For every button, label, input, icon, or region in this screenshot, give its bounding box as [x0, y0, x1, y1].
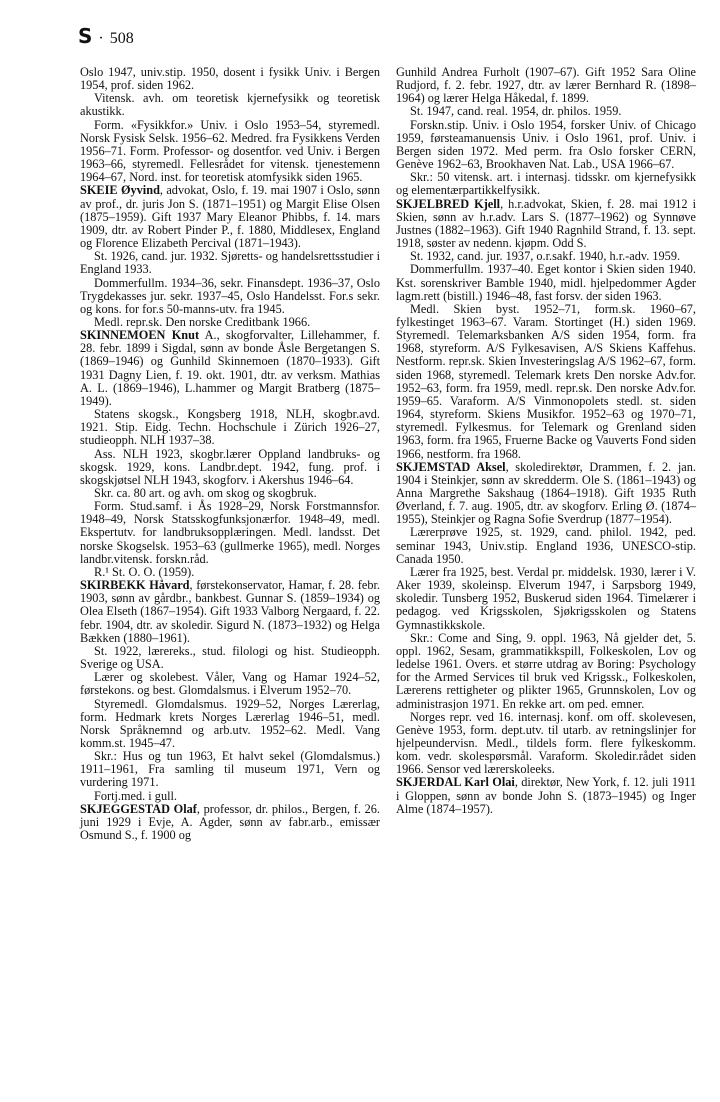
biography-entry: [396, 198, 696, 251]
entry-name: SKJEGGESTAD Olaf: [80, 801, 197, 816]
entry-name: SKEIE Øyvind: [80, 183, 160, 198]
entry-paragraph: St. 1926, cand. jur. 1932. Sjøretts- og handelsrettsstudier i England 1933.: [80, 249, 380, 277]
entry-name: SKINNEMOEN Knut: [80, 328, 200, 343]
entry-paragraph: Vitensk. avh. om teoretisk kjernefysikk og teoretisk akustikk.: [80, 91, 380, 119]
entry-paragraph: Ass. NLH 1923, skogbr.lærer Oppland landbruks- og skogsk. 1929, kons. Landbr.dept. 1942, fung. prof. i skogskjøtsel NLH 1943, skogforv. i Akershus 1946–64.: [80, 446, 380, 487]
entry-paragraph: Form. «Fysikkfor.» Univ. i Oslo 1953–54, styremedl. Norsk Fysisk Selsk. 1956–62. Medred. fra Fysikkens Verden 1956–71. Form. Professor- og dosentfor. ved Univ. i Bergen 1963–66, styremedl. Fellesrådet for vitensk. tjenestemenn 1964–67, Nord. inst. for teoretisk atomfysikk siden 1965.: [80, 117, 380, 185]
biography-entry: [80, 329, 380, 408]
page-number: 508: [109, 30, 134, 47]
entry-paragraph: Lærer fra 1925, best. Verdal pr. middelsk. 1930, lærer i V. Aker 1939, skoleinsp. Elverum 1947, i Sarpsborg 1949, skoledir. Tunsberg 1952, Buskerud siden 1964. Timelærer i pedagog. ved Krigsskolen, Sjøkrigsskolen og Statens Gymnastikkskole.: [396, 564, 696, 632]
entry-paragraph: Skr. ca. 80 art. og avh. om skog og skogbruk.: [94, 486, 317, 500]
entry-paragraph: Forskn.stip. Univ. i Oslo 1954, forsker Univ. of Chicago 1959, førsteamanuensis Univ. i Oslo 1961, prof. Univ. i Bergen siden 1972. Med perm. fra Oslo forsker CERN, Genève 1962–63, Brookhaven Nat. Lab., USA 1966–67.: [396, 117, 696, 172]
page-header: [78, 24, 134, 48]
entry-paragraph: Dommerfullm. 1934–36, sekr. Finansdept. 1936–37, Oslo Trygdekasses jur. sekr. 1937–45, Oslo Handelsst. For.s sekr. og kons. for for.s 50-manns-utv. fra 1945.: [80, 275, 380, 316]
entry-paragraph: Medl. repr.sk. Den norske Creditbank 1966.: [94, 314, 311, 329]
entry-name: SKJELBRED Kjell: [396, 196, 501, 211]
biography-entry: [80, 579, 380, 645]
entry-text: , advokat, Oslo, f. 19. mai 1907 i Oslo, sønn av prof., dr. juris Jon S. (1871–1951) og Margit Elise Olsen (1875–1959). Gift 1937 Mary Eleanor Phibbs, f. 14. mars 1909, dtr. av Robert Pinder P., f. 1880, Middlesex, England og Florence Elizabeth Percival (1871–1943).: [80, 183, 380, 251]
entry-paragraph: Norges repr. ved 16. internasj. konf. om off. skolevesen, Genève 1953, form. dept.utv. til utarb. av retningslinjer for hjelpeundervisn. Medl., tildels form. flere fylkeskomm. kom. vedr. skolespørsmål. Varaform. Skoledir.rådet siden 1966. Sensor ved lærerskoleeks.: [396, 709, 696, 777]
entry-name: SKJEMSTAD Aksel: [396, 459, 506, 474]
entry-paragraph: St. 1947, cand. real. 1954, dr. philos. 1959.: [410, 104, 622, 119]
entry-paragraph: Medl. Skien byst. 1952–71, form.sk. 1960–67, fylkestinget 1963–67. Varam. Stortinget (H.) siden 1969. Styremedl. Telemarksbanken A/S siden 1954, form. fra 1968, styreform. A/S Fylkesavisen, A/S Skiens Kaffehus. Nestform. repr.sk. Skien Investeringslag A/S 1962–67, form. siden 1968, styremedl. Telemark krets Den norske Adv.for. 1952–63, form. fra 1959, medl. repr.sk. Den norske Adv.for. 1959–65. Varaform. A/S Vinmonopolets stedl. st. siden 1964, styreform. Skiens Musikfor. 1952–63 og 1970–71, styremedl. Fylkesmus. for Telemark og Grenland siden 1963, form. fra 1965, Fruerne Backe og Vauverts Fond siden 1966, nestform. fra 1968.: [396, 301, 696, 461]
entry-text: , skoledirektør, Drammen, f. 2. jan. 1904 i Steinkjer, sønn av skredderm. Ole S. (1861–1943) og Anna Margrethe Sakshaug (1864–1918). Gift 1935 Ruth Øverland, f. 7. aug. 1905, dtr. av skogforv. Erling Ø. (1874–1955), Steinkjer og Ragna Sofie Sverdrup (1877–1954).: [396, 459, 696, 527]
page-separator: ·: [98, 30, 104, 47]
entry-paragraph: Lærerprøve 1925, st. 1929, cand. philol. 1942, ped. seminar 1943, Univ.stip. England 1936, UNESCO-stip. Canada 1950.: [396, 525, 696, 566]
entry-paragraph: Dommerfullm. 1937–40. Eget kontor i Skien siden 1940. Kst. sorenskriver Bamble 1940, midl. hjelpedommer Agder lagm.rett (bistill.) 1946–48, fast forsv. der siden 1963.: [396, 262, 696, 303]
entry-paragraph: Fortj.med. i gull.: [94, 788, 178, 803]
right-column: [396, 66, 696, 816]
biography-entry: [396, 776, 696, 815]
entry-paragraph: R.¹ St. O. O. (1959).: [94, 564, 195, 579]
entry-paragraph: St. 1922, lærereks., stud. filologi og hist. Studieopph. Sverige og USA.: [80, 643, 380, 672]
entry-text: , professor, dr. philos., Bergen, f. 26. juni 1929 i Evje, A. Agder, sønn av fabr.arb., emissær Osmund S., f. 1900 og: [80, 801, 380, 843]
entry-paragraph: Statens skogsk., Kongsberg 1918, NLH, skogbr.avd. 1921. Stip. Eidg. Techn. Hochschule i Zürich 1926–27, studieopph. NLH 1937–38.: [80, 407, 380, 448]
entry-paragraph: Styremedl. Glomdalsmus. 1929–52, Norges Lærerlag, form. Hedmark krets Norges Lærerlag 1946–51, medl. Norsk Språknemnd og arb.utv. 1952–62. Medl. Vang komm.st. 1945–47.: [80, 696, 380, 750]
section-letter: S: [78, 24, 93, 48]
left-column: [80, 66, 380, 842]
entry-name: SKIRBEKK Håvard: [80, 578, 190, 593]
entry-paragraph: Skr.: 50 vitensk. art. i internasj. tidsskr. om kjernefysikk og elementærpartikkelfysikk.: [396, 170, 696, 198]
entry-text: , direktør, New York, f. 12. juli 1911 i Gloppen, sønn av bonde John S. (1873–1945) og Inger Alme (1874–1957).: [396, 775, 696, 816]
entry-paragraph: Lærer og skolebest. Våler, Vang og Hamar 1924–52, førstekons. og best. Glomdalsmus. i Elverum 1952–70.: [80, 670, 380, 698]
entry-name: SKJERDAL Karl Olai: [396, 775, 515, 790]
entry-paragraph: Gunhild Andrea Furholt (1907–67). Gift 1952 Sara Oline Rudjord, f. 2. febr. 1927, dtr. av lærer Bernhard R. (1898–1964) og lærer Helga Håkedal, f. 1899.: [396, 65, 696, 106]
biography-entry: [80, 184, 380, 250]
biography-entry: [396, 461, 696, 527]
entry-text: , h.r.advokat, Skien, f. 28. mai 1912 i Skien, sønn av h.r.adv. Lars S. (1877–1962) og Synnøve Justnes (1882–1963). Gift 1940 Ragnhild Strand, f. 13. sept. 1918, søster av nedenn. kjøpm. Odd S.: [396, 196, 696, 251]
biography-entry: [80, 803, 380, 842]
entry-paragraph: Skr.: Hus og tun 1963, Et halvt sekel (Glomdalsmus.) 1911–1961, Fra samling til museum 1971, Vern og vurdering 1971.: [80, 749, 380, 790]
entry-paragraph: Form. Stud.samf. i Ås 1928–29, Norsk Forstmannsfor. 1948–49, Norsk Statsskogfunksjonærfor. 1948–49, medl. Ekspertutv. for landbruksopplæringen. Medl. landsst. Det norske Skogselsk. 1953–63 (gullmerke 1965), medl. Norges landbr.vitensk. forskn.råd.: [80, 499, 380, 566]
entry-text: A., skogforvalter, Lillehammer, f. 28. febr. 1899 i Sigdal, sønn av bonde Åsle Bergetangen S. (1869–1946) og Gunhild Skinnemoen (1870–1933). Gift 1931 Dagny Lien, f. 19. okt. 1901, dtr. av verksm. Mathias A. L. (1869–1946), L.hammer og Margit Bratberg (1875–1949).: [80, 328, 380, 408]
entry-paragraph: Oslo 1947, univ.stip. 1950, dosent i fysikk Univ. i Bergen 1954, prof. siden 1962.: [80, 65, 380, 93]
entry-paragraph: St. 1932, cand. jur. 1937, o.r.sakf. 1940, h.r.-adv. 1959.: [410, 249, 681, 264]
entry-paragraph: Skr.: Come and Sing, 9. oppl. 1963, Nå gjelder det, 5. oppl. 1962, Sesam, grammatikkspill, Folkeskolen, Lov og ledelse 1961. Overs. et større utdrag av Boring: Psychology for the Armed Services til bruk ved Krigssk., Folkeskolen, Lærerens rettigheter og plikter 1965, Grunnskolen, Lov og administrasjon 1971. En rekke art. om ped. emner.: [396, 630, 696, 711]
entry-text: , førstekonservator, Hamar, f. 28. febr. 1903, sønn av gårdbr., bankbest. Gunnar S. (1859–1934) og Olea Elseth (1867–1954). Gift 1933 Valborg Nergaard, f. 22. febr. 1904, dtr. av skoledir. Sigurd N. (1873–1932) og Helga Bækken (1880–1961).: [80, 578, 380, 645]
